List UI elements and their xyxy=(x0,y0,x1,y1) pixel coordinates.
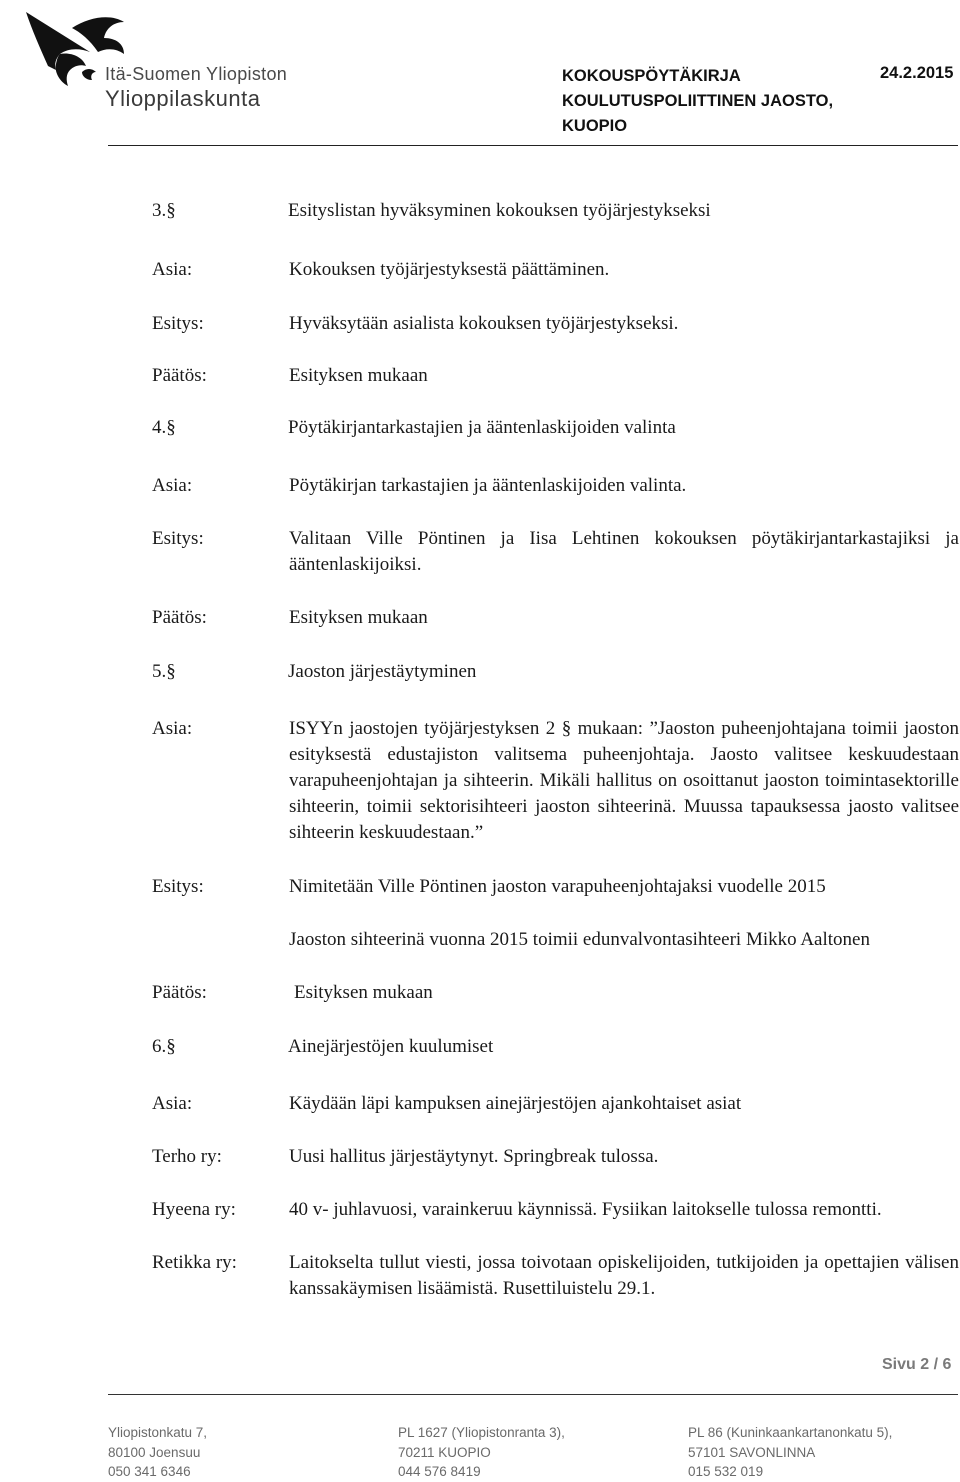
section-number: 4.§ xyxy=(152,417,176,438)
row-label: Asia: xyxy=(152,718,193,739)
section-title: Jaoston järjestäytyminen xyxy=(288,661,477,682)
document-date: 24.2.2015 xyxy=(880,64,954,82)
row-text: Esityksen mukaan xyxy=(289,365,428,386)
footer-line: PL 1627 (Yliopistonranta 3), xyxy=(398,1425,565,1440)
section-number: 6.§ xyxy=(152,1036,176,1057)
document-title xyxy=(562,64,833,139)
footer-address-kuopio xyxy=(398,1423,565,1482)
section-number: 5.§ xyxy=(152,661,176,682)
row-label: Päätös: xyxy=(152,982,207,1003)
row-label: Retikka ry: xyxy=(152,1252,237,1273)
footer-address-joensuu xyxy=(108,1423,207,1482)
footer-line: 050 341 6346 xyxy=(108,1464,191,1479)
footer-line: PL 86 (Kuninkaankartanonkatu 5), xyxy=(688,1425,893,1440)
footer-line: 015 532 019 xyxy=(688,1464,764,1479)
row-label: Esitys: xyxy=(152,313,204,334)
section-title: Pöytäkirjantarkastajien ja ääntenlaskijoiden valinta xyxy=(288,417,676,438)
row-label: Asia: xyxy=(152,1093,193,1114)
footer-line: 80100 Joensuu xyxy=(108,1444,201,1460)
footer-line: 57101 SAVONLINNA xyxy=(688,1444,816,1460)
section-number: 3.§ xyxy=(152,200,176,221)
row-text: Laitokselta tullut viesti, jossa toivotaan opiskelijoiden, tutkijoiden ja opettajien välisen kanssakäymisen lisäämistä. Rusettiluistelu 29.1. xyxy=(289,1252,959,1299)
row-text: Uusi hallitus järjestäytynyt. Springbreak tulossa. xyxy=(289,1146,659,1167)
row-label: Asia: xyxy=(152,259,193,280)
row-text: Valitaan Ville Pöntinen ja Iisa Lehtinen kokouksen pöytäkirjantarkastajiksi ja ääntenlaskijoiksi. xyxy=(289,528,959,575)
row-text: Pöytäkirjan tarkastajien ja ääntenlaskijoiden valinta. xyxy=(289,475,687,496)
row-label: Päätös: xyxy=(152,607,207,628)
row-text: Nimitetään Ville Pöntinen jaoston varapuheenjohtajaksi vuodelle 2015 xyxy=(289,876,826,897)
document-title-line1: KOKOUSPÖYTÄKIRJA xyxy=(562,67,741,85)
row-text: Esityksen mukaan xyxy=(289,607,428,628)
row-text: Käydään läpi kampuksen ainejärjestöjen ajankohtaiset asiat xyxy=(289,1093,742,1114)
footer-line: 70211 KUOPIO xyxy=(398,1444,491,1460)
page-number: Sivu 2 / 6 xyxy=(882,1356,952,1373)
row-text: 40 v- juhlavuosi, varainkeruu käynnissä. Fysiikan laitokselle tulossa remontti. xyxy=(289,1199,882,1220)
logo-text-line1: Itä-Suomen Yliopiston xyxy=(105,64,288,84)
row-label: Asia: xyxy=(152,475,193,496)
row-text: ISYYn jaostojen työjärjestyksen 2 § mukaan: ”Jaoston puheenjohtajana toimii jaoston esityksestä edustajiston valitsema puheenjohtaja. Jaosto valitsee keskuudestaan varapuheenjohtajan ja sihteerin. Mikäli hallitus on osoittanut jaoston toimintasektorille sihteerin, toimii sektorisihteeri jaoston sihteerinä. Muussa tapauksessa jaosto valitsee sihteerin keskuudestaan.” xyxy=(289,718,959,843)
row-label: Esitys: xyxy=(152,876,204,897)
row-text: Hyväksytään asialista kokouksen työjärjestykseksi. xyxy=(289,313,679,334)
footer-address-savonlinna xyxy=(688,1423,892,1482)
section-title: Ainejärjestöjen kuulumiset xyxy=(288,1036,494,1057)
row-label: Terho ry: xyxy=(152,1146,222,1167)
document-title-line3: KUOPIO xyxy=(562,117,628,135)
footer-divider xyxy=(108,1394,958,1395)
section-title: Esityslistan hyväksyminen kokouksen työjärjestykseksi xyxy=(288,200,711,221)
logo-text-line2: Ylioppilaskunta xyxy=(105,86,261,111)
row-label: Hyeena ry: xyxy=(152,1199,236,1220)
row-text: Jaoston sihteerinä vuonna 2015 toimii edunvalvontasihteeri Mikko Aaltonen xyxy=(289,929,870,950)
header-divider xyxy=(108,145,958,146)
row-label: Esitys: xyxy=(152,528,204,549)
row-text: Kokouksen työjärjestyksestä päättäminen. xyxy=(289,259,610,280)
row-label: Päätös: xyxy=(152,365,207,386)
document-title-line2: KOULUTUSPOLIITTINEN JAOSTO, xyxy=(562,92,834,110)
row-text: Esityksen mukaan xyxy=(294,982,433,1003)
footer-line: Yliopistonkatu 7, xyxy=(108,1425,208,1440)
footer-line: 044 576 8419 xyxy=(398,1464,481,1479)
